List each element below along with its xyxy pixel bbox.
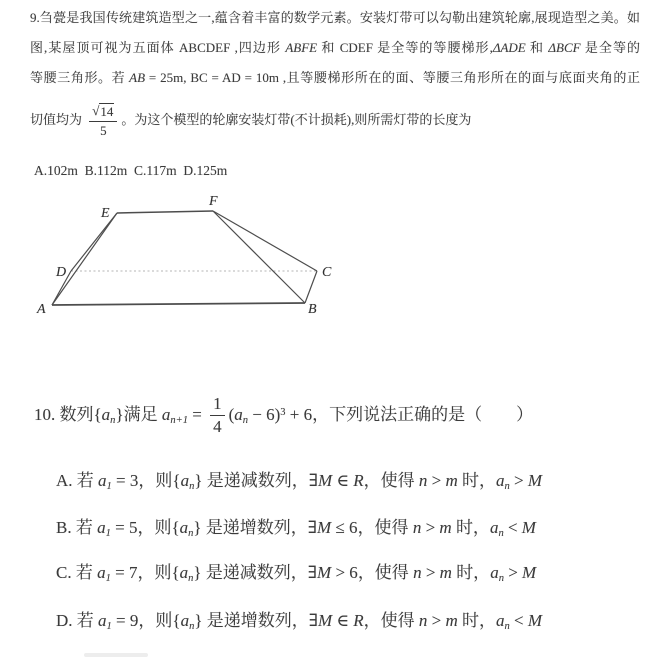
text-token: + 6，下列说法正确的是（ ）: [285, 404, 534, 424]
math-variable: m: [439, 518, 452, 537]
text-run: [30, 70, 640, 85]
text-token: 等腰三角形。若: [30, 70, 130, 85]
radicand: 14: [100, 104, 114, 119]
math-variable: M: [522, 563, 537, 582]
subscript: n: [189, 481, 195, 493]
edge-bc: [305, 271, 317, 303]
superscript: 3: [280, 407, 286, 419]
text-token: 是递增数列，∃: [201, 518, 318, 537]
text-run: [56, 471, 543, 493]
text-token: A. 若: [56, 471, 99, 490]
math-variable: a: [179, 563, 189, 582]
math-variable: n: [413, 563, 422, 582]
text-token: = 25m, BC = AD = 10m ,且等腰梯形所在的面、等腰三角形所在的面与底面夹角的正: [145, 70, 640, 85]
text-token: 是递增数列，∃: [202, 611, 318, 630]
text-run: [121, 112, 471, 127]
text-token: <: [509, 611, 528, 630]
edge-ae: [52, 213, 117, 305]
math-variable: ΔADE: [492, 40, 526, 55]
subscript: n: [504, 481, 510, 493]
q9-text-line-4: [30, 104, 650, 138]
math-variable: a: [496, 611, 505, 630]
text-token: = 5，则: [110, 518, 172, 537]
text-token: (: [228, 404, 235, 424]
math-variable: a: [234, 404, 243, 424]
text-run: [228, 404, 534, 427]
subscript: 1: [105, 528, 111, 540]
text-token: >: [503, 563, 523, 582]
text-token: >: [421, 563, 440, 582]
math-variable: a: [179, 518, 189, 537]
text-token: 时，: [457, 611, 497, 630]
text-token: {: [171, 563, 180, 582]
math-variable: m: [445, 471, 458, 490]
vertex-label-e: E: [101, 206, 110, 221]
math-variable: a: [490, 563, 499, 582]
text-token: − 6): [248, 404, 281, 424]
text-token: }满足: [115, 404, 162, 424]
text-run: [30, 40, 640, 55]
text-run: [56, 563, 537, 585]
text-token: 切值均为: [30, 112, 86, 128]
q10-option-d: [56, 604, 656, 641]
q10-statement: [34, 394, 654, 438]
text-token: ，使得: [363, 471, 419, 490]
math-variable: a: [98, 471, 107, 490]
text-token: 和 CDEF 是全等的等腰梯形,: [317, 40, 493, 55]
text-run: [30, 112, 85, 127]
text-token: D. 若: [56, 611, 99, 630]
text-token: 时，: [451, 563, 491, 582]
math-variable: M: [317, 471, 333, 490]
text-token: 。为这个模型的轮廓安装灯带(不计损耗),则所需灯带的长度为: [121, 112, 472, 128]
text-token: 和: [525, 40, 549, 55]
text-token: 是递减数列，∃: [201, 563, 318, 582]
text-token: 是全等的: [580, 40, 640, 55]
subscript: 1: [106, 621, 112, 633]
text-token: {: [172, 611, 181, 630]
subscript: n: [188, 573, 194, 585]
math-variable: M: [317, 518, 332, 537]
math-variable: AB: [129, 70, 146, 85]
text-token: ≤ 6: [331, 518, 358, 537]
vertex-label-c: C: [322, 265, 332, 280]
vertex-label-f: F: [209, 194, 218, 209]
page-cut-fragment: [84, 653, 148, 657]
q9-text-line-1: 9.刍甍是我国传统建筑造型之一,蕴含着丰富的数学元素。安装灯带可以勾勒出建筑轮廓,展现造型之美。如: [30, 10, 640, 25]
math-variable: a: [496, 471, 505, 490]
edge-fc: [213, 211, 317, 271]
text-token: 时，: [457, 471, 497, 490]
math-variable: n: [412, 518, 422, 537]
subscript: n: [188, 528, 194, 540]
text-token: C. 若: [56, 563, 98, 582]
text-token: = 7，则: [110, 563, 172, 582]
text-token: =: [188, 404, 207, 424]
math-variable: R: [353, 611, 364, 630]
math-variable: M: [317, 563, 332, 582]
math-variable: a: [180, 611, 190, 630]
text-token: >: [427, 471, 446, 490]
text-token: }: [193, 563, 202, 582]
text-token: <: [503, 518, 522, 537]
subscript: n+1: [170, 415, 188, 427]
radical-sign: √: [92, 103, 100, 118]
q9-answer-options: A.102m B.112m C.117m D.125m: [34, 163, 228, 178]
edge-ef: [117, 211, 213, 213]
math-variable: a: [161, 404, 171, 424]
math-variable: n: [418, 471, 428, 490]
text-run: [34, 404, 207, 427]
text-token: {: [172, 471, 181, 490]
math-variable: n: [418, 611, 428, 630]
fraction: $\frac{1}{4}$: [210, 394, 225, 438]
q10-option-b: [56, 511, 656, 548]
text-token: ，使得: [357, 518, 413, 537]
text-token: {: [171, 518, 180, 537]
q9-text-line-2: [30, 33, 640, 63]
math-variable: m: [439, 563, 452, 582]
vertex-label-b: B: [308, 302, 317, 317]
math-variable: M: [317, 611, 333, 630]
subscript: n: [498, 528, 504, 540]
text-token: B. 若: [56, 518, 98, 537]
text-token: ∈: [332, 611, 354, 630]
text-token: ，使得: [357, 563, 414, 582]
text-token: ∈: [332, 471, 354, 490]
subscript: n: [498, 573, 504, 585]
text-token: 是递减数列，∃: [202, 471, 318, 490]
edge-ab: [52, 303, 305, 305]
math-variable: a: [97, 518, 106, 537]
text-run: [56, 611, 543, 633]
math-variable: M: [527, 611, 543, 630]
q9-text-line-3: [30, 63, 640, 93]
math-variable: ΔBCF: [548, 40, 581, 55]
math-variable: a: [180, 471, 190, 490]
math-variable: R: [353, 471, 364, 490]
math-variable: M: [527, 471, 543, 490]
edge-de: [71, 213, 117, 271]
math-variable: a: [101, 404, 111, 424]
text-token: {: [93, 404, 102, 424]
subscript: 1: [105, 573, 111, 585]
subscript: n: [242, 415, 249, 427]
text-token: = 3，则: [111, 471, 173, 490]
text-token: >: [421, 518, 440, 537]
math-variable: M: [521, 518, 536, 537]
roof-pentahedron-figure: [30, 192, 352, 326]
text-token: ，使得: [363, 611, 419, 630]
subscript: n: [189, 621, 195, 633]
text-token: > 6: [331, 563, 358, 582]
subscript: n: [110, 415, 116, 427]
math-variable: ABFE: [285, 40, 318, 55]
math-variable: m: [445, 611, 458, 630]
text-token: }: [193, 518, 202, 537]
edge-fb: [213, 211, 305, 303]
subscript: n: [504, 621, 510, 633]
math-variable: a: [98, 611, 107, 630]
math-variable: a: [97, 563, 106, 582]
vertex-label-d: D: [56, 265, 67, 280]
subscript: 1: [106, 481, 112, 493]
vertex-label-a: A: [37, 302, 46, 317]
text-token: }: [194, 611, 203, 630]
text-token: >: [509, 471, 528, 490]
text-token: >: [427, 611, 446, 630]
text-token: 时，: [451, 518, 490, 537]
text-token: = 9，则: [111, 611, 173, 630]
q10-option-c: [56, 556, 656, 593]
q10-option-a: [56, 464, 656, 501]
sqrt-fraction: $\frac{√14}{5}$: [89, 104, 117, 138]
text-token: 10. 数列: [34, 404, 94, 424]
text-token: }: [194, 471, 203, 490]
math-variable: a: [489, 518, 499, 537]
text-run: [56, 518, 536, 540]
text-token: 图,某屋顶可视为五面体 ABCDEF ,四边形: [30, 40, 286, 55]
